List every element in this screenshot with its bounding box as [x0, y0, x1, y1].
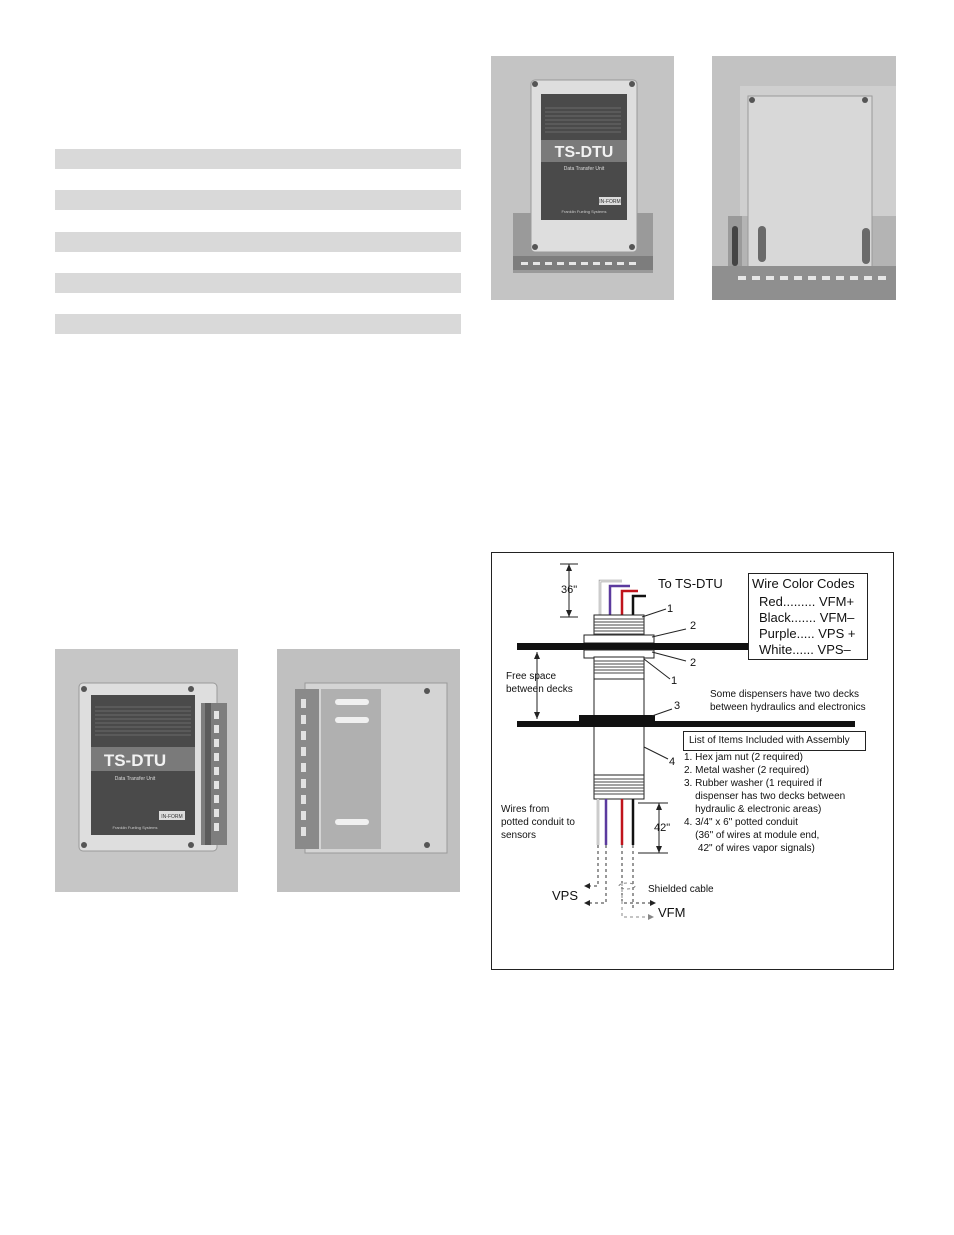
brand-text: Franklin Fueling Systems — [112, 825, 158, 830]
table-row — [55, 149, 461, 169]
wire-color-legend — [748, 573, 868, 660]
brand-badge-text: IN-FORM — [161, 814, 183, 820]
table-row — [55, 314, 461, 334]
photo-tsdtu-front-bracket-below — [491, 56, 674, 300]
items-list-line-5: hydraulic & electronic areas) — [684, 804, 822, 815]
brand-badge-text: IN-FORM — [599, 199, 621, 205]
wires-from-label-line-1: Wires from — [501, 804, 550, 815]
conduit-assembly-diagram — [491, 552, 894, 970]
legend-title: Wire Color Codes — [752, 576, 855, 591]
callout-4: 4 — [669, 756, 676, 768]
items-list-line-7: (36" of wires at module end, — [684, 830, 820, 841]
items-list-title-box — [683, 731, 866, 751]
items-list-line-3: 3. Rubber washer (1 required if — [684, 778, 822, 789]
items-list-line-1: 1. Hex jam nut (2 required) — [684, 752, 803, 763]
product-subtitle-text: Data Transfer Unit — [114, 776, 156, 782]
callout-2-top: 2 — [690, 620, 697, 632]
callout-3: 3 — [674, 700, 681, 712]
wires-from-label-line-3: sensors — [501, 830, 537, 841]
photo-tsdtu-back-bracket-side — [277, 649, 460, 892]
items-list-line-4: dispenser has two decks between — [684, 791, 846, 802]
legend-row-black: Black....... VFM– — [759, 610, 855, 625]
two-decks-note-line-2: between hydraulics and electronics — [710, 702, 866, 713]
two-decks-note-line-1: Some dispensers have two decks — [710, 689, 859, 700]
vfm-label: VFM — [658, 905, 686, 920]
free-space-label-line-1: Free space — [506, 671, 557, 682]
photo-tsdtu-front-bracket-side — [55, 649, 238, 892]
callout-1-top: 1 — [667, 603, 674, 615]
items-list-line-6: 4. 3/4" x 6" potted conduit — [684, 817, 798, 828]
wires-from-label-line-2: potted conduit to — [501, 817, 575, 828]
table-row — [55, 273, 461, 293]
dimension-36-label: 36" — [561, 584, 578, 596]
table-row — [55, 232, 461, 252]
callout-2-bottom: 2 — [690, 657, 697, 669]
dimension-42-label: 42" — [654, 822, 671, 834]
legend-row-red: Red......... VFM+ — [759, 594, 855, 609]
shielded-cable-label: Shielded cable — [648, 884, 714, 895]
free-space-label-line-2: between decks — [506, 684, 573, 695]
items-list-line-2: 2. Metal washer (2 required) — [684, 765, 810, 776]
photo-tsdtu-back-bracket — [712, 56, 896, 300]
brand-text: Franklin Fueling Systems — [561, 209, 607, 214]
table-row — [55, 190, 461, 210]
product-subtitle-text: Data Transfer Unit — [563, 166, 605, 172]
callout-1-bottom: 1 — [671, 675, 678, 687]
items-list-line-8: 42" of wires vapor signals) — [684, 843, 815, 854]
product-name-text: TS-DTU — [103, 751, 167, 770]
vps-label: VPS — [552, 888, 579, 903]
legend-row-white: White...... VPS– — [759, 642, 851, 657]
items-list-title: List of Items Included with Assembly — [689, 735, 850, 746]
to-tsdtu-label: To TS-DTU — [658, 576, 723, 591]
legend-row-purple: Purple..... VPS + — [759, 626, 856, 641]
product-name-text: TS-DTU — [554, 144, 614, 161]
